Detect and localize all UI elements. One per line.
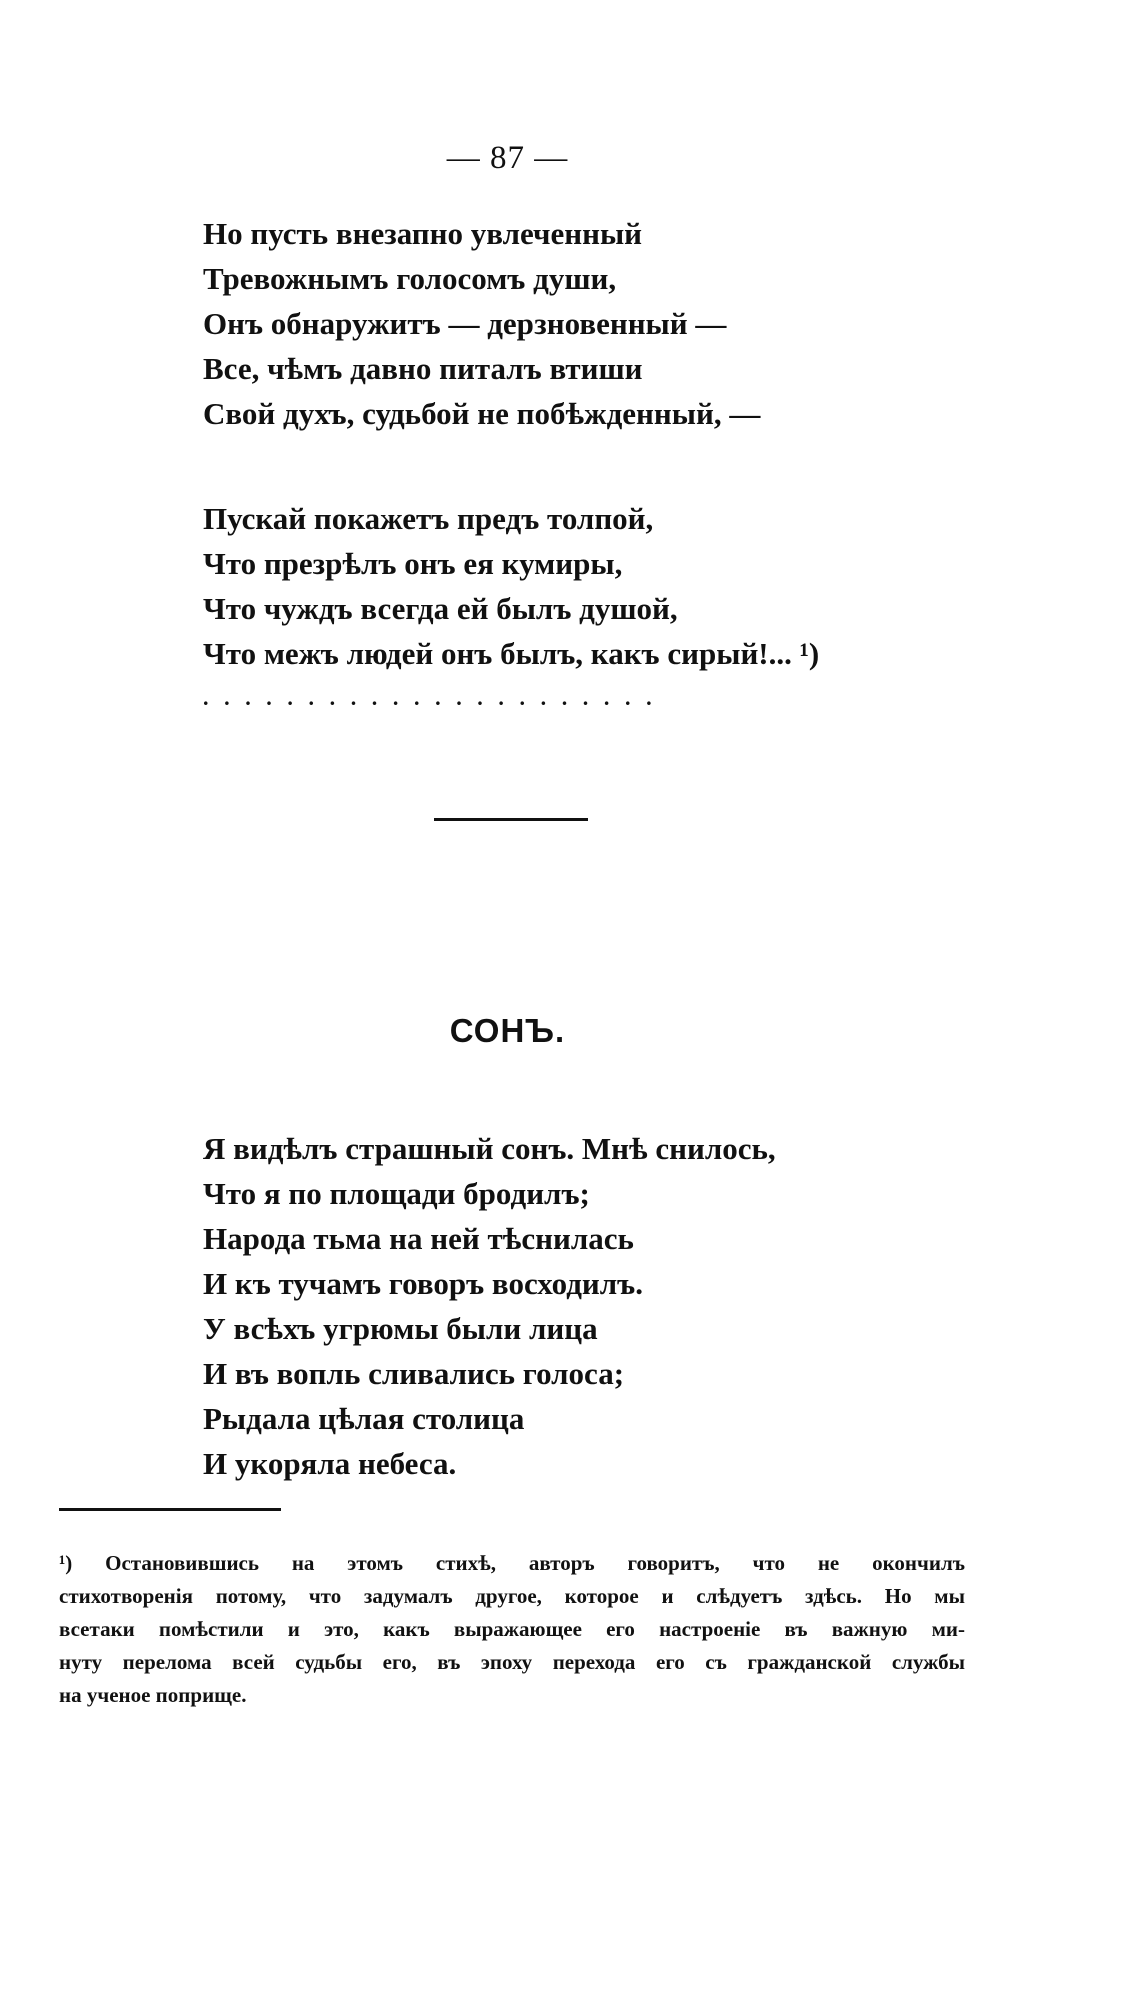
footnote-line: на ученое поприще. [59,1683,247,1707]
verse-line: И въ вопль сливались голоса; [203,1356,625,1391]
verse-line: И укоряла небеса. [203,1446,457,1481]
verse-line: Онъ обнаружитъ — дерзновенный — [203,306,727,341]
verse-line: Что презрѣлъ онъ ея кумиры, [203,546,623,581]
ellipsis-row: ...................... [203,685,668,710]
footnote-divider [59,1508,281,1511]
footnote-line: ¹) Остановившись на этомъ стихѣ, авторъ говоритъ, что не окончилъ [59,1551,965,1575]
poem-title: СОНЪ. [449,1012,566,1049]
verse-line: Пускай покажетъ предъ толпой, [203,501,654,536]
verse-line-with-footnote-ref: Что межъ людей онъ былъ, какъ сирый!... ¹) [203,636,820,671]
stanza-1 [203,211,760,436]
verse-line: Рыдала цѣлая столица [203,1401,525,1436]
verse-line: У всѣхъ угрюмы были лица [203,1311,598,1346]
verse-line: Все, чѣмъ давно питалъ втиши [203,351,643,386]
verse-line: Тревожнымъ голосомъ души, [203,261,617,296]
section-divider [434,818,588,821]
verse-line: Что я по площади бродилъ; [203,1176,590,1211]
page-number: — 87 — [446,140,569,176]
verse-line: Что чуждъ всегда ей былъ душой, [203,591,678,626]
verse-line: Но пусть внезапно увлеченный [203,216,643,251]
footnote-line: стихотворенія потому, что задумалъ другое, которое и слѣдуетъ здѣсь. Но мы [59,1584,965,1608]
verse-line: Народа тьма на ней тѣснилась [203,1221,634,1256]
verse-line: Свой духъ, судьбой не побѣжденный, — [203,396,761,431]
verse-line: И къ тучамъ говоръ восходилъ. [203,1266,643,1301]
footnote [59,1547,965,1712]
footnote-line: нуту перелома всей судьбы его, въ эпоху перехода его съ гражданской службы [59,1650,965,1674]
stanza-2 [203,496,819,676]
poem-stanza [203,1126,776,1486]
verse-line: Я видѣлъ страшный сонъ. Мнѣ снилось, [203,1131,776,1166]
footnote-line: всетаки помѣстили и это, какъ выражающее его настроеніе въ важную ми- [59,1617,965,1641]
